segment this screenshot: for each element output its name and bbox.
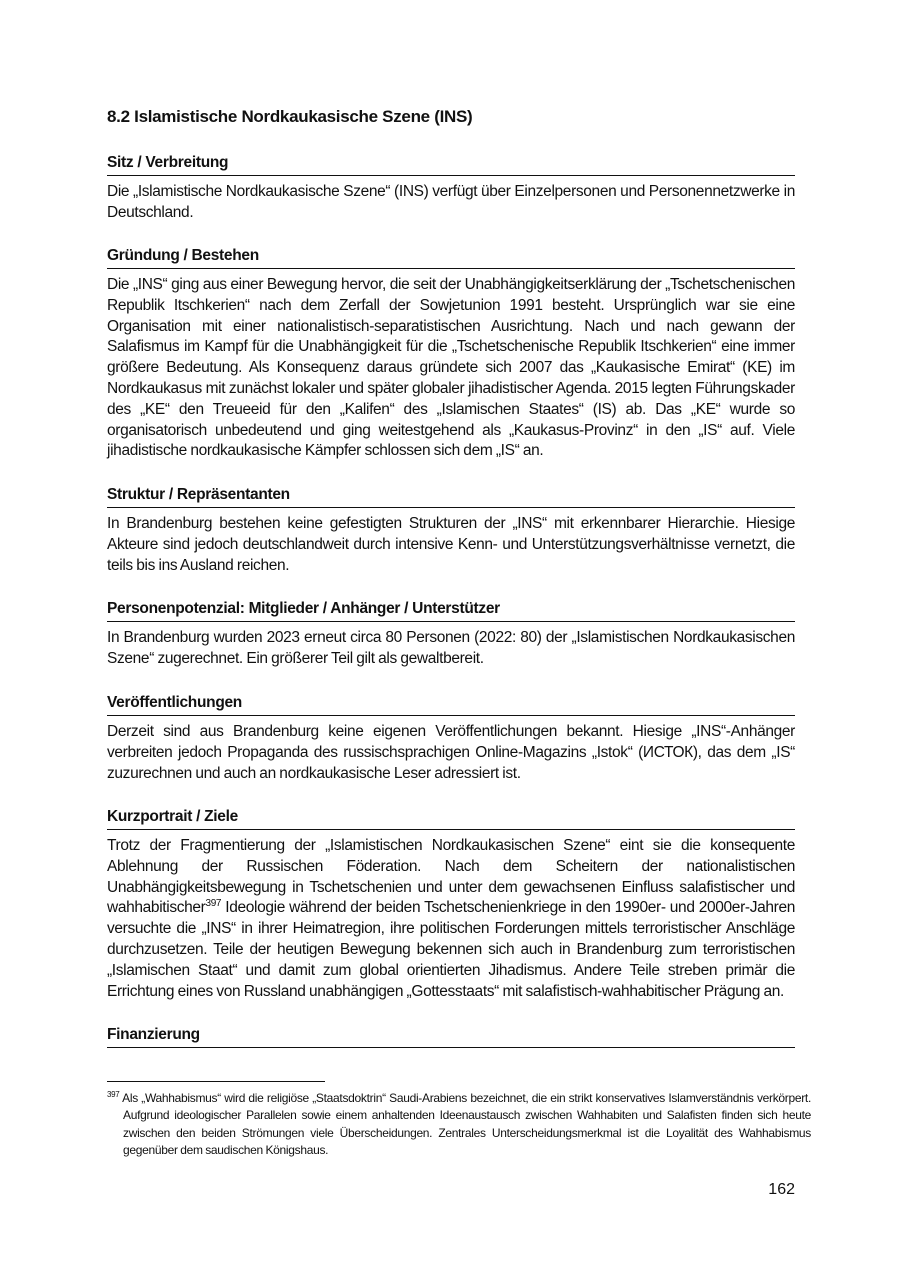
paragraph-text-after-ref: Ideologie während der beiden Tschetschenienkriege in den 1990er- und 2000er-Jahren versuchte die „INS“ in ihrer Heimatregion, ihre politischen Forderungen mittels terroristischer Anschläge durchzusetzen. Teile der heutigen Bewegung bekennen sich auch in Brandenburg zum terroristischen „Islamischen Staat“ und damit zum global orientierten Jihadismus. Andere Teile streben primär die Errichtung eines von Russland unabhängigen „Gottesstaats“ mit salafistisch-wahhabitischer Prägung an. [107,899,795,1000]
section-paragraph: In Brandenburg wurden 2023 erneut circa 80 Personen (2022: 80) der „Islamistischen Nordkaukasischen Szene“ zugerechnet. Ein größerer Teil gilt als gewaltbereit. [107,629,795,667]
section-sitz-verbreitung [107,153,795,224]
section-paragraph: Derzeit sind aus Brandenburg keine eigenen Veröffentlichungen bekannt. Hiesige „INS“-Anhänger verbreiten jedoch Propaganda des russischsprachigen Online-Magazins „Istok“ (ИСТОК), das dem „IS“ zuzurechnen und auch an nordkaukasische Leser adressiert ist. [107,723,795,782]
section-paragraph: Die „Islamistische Nordkaukasische Szene“ (INS) verfügt über Einzelpersonen und Personennetzwerke in Deutschland. [107,183,795,221]
paragraph-text-before-ref: Trotz der Fragmentierung der „Islamistischen Nordkaukasischen Szene“ eint sie die konsequente Ablehnung der Russischen Föderation. Nach dem Scheitern der nationalistischen Unabhängigkeitsbewegung in Tschetschenien und unter dem gewachsenen Einfluss salafistischer und wahhabitischer [107,837,795,917]
section-heading: Sitz / Verbreitung [107,153,795,176]
section-finanzierung [107,1025,795,1048]
page-number: 162 [768,1181,795,1198]
section-paragraph: In Brandenburg bestehen keine gefestigten Strukturen der „INS“ mit erkennbarer Hierarchie. Hiesige Akteure sind jedoch deutschlandweit durch intensive Kenn- und Unterstützungsverhältnisse vernetzt, die teils bis ins Ausland reichen. [107,515,795,574]
section-heading: Personenpotenzial: Mitglieder / Anhänger / Unterstützer [107,599,795,622]
footnote-divider [107,1081,325,1082]
section-gruendung-bestehen [107,246,795,462]
footnote-text: Als „Wahhabismus“ wird die religiöse „Staatsdoktrin“ Saudi-Arabiens bezeichnet, die ein strikt konservatives Islamverständnis verkörpert. Aufgrund ideologischer Parallelen sowie einem anhaltenden Ideenaustausch zwischen Wahhabiten und Salafisten finden sich heute zwischen den beiden Strömungen viele Überscheidungen. Zentrales Unterscheidungsmerkmal ist die Loyalität des Wahhabismus gegenüber dem saudischen Königshaus. [119,1091,811,1157]
section-veroeffentlichungen [107,693,795,784]
section-heading: Gründung / Bestehen [107,246,795,269]
section-personenpotenzial [107,599,795,670]
section-struktur-repraesentanten [107,485,795,576]
footnote-number: 397 [107,1090,120,1099]
section-heading: Finanzierung [107,1025,795,1048]
section-heading: Veröffentlichungen [107,693,795,716]
section-kurzportrait-ziele [107,807,795,1002]
page-title: 8.2 Islamistische Nordkaukasische Szene (INS) [107,107,473,126]
footnote-reference: 397 [205,898,222,910]
section-paragraph: Die „INS“ ging aus einer Bewegung hervor, die seit der Unabhängigkeitserklärung der „Tschetschenischen Republik Itschkerien“ nach dem Zerfall der Sowjetunion 1991 besteht. Ursprünglich war sie eine Organisation mit einer nationalistisch-separatistischen Ausrichtung. Nach und nach gewann der Salafismus im Kampf für die Unabhängigkeit für die „Tschetschenische Republik Itschkerien“ eine immer größere Bedeutung. Als Konsequenz daraus gründete sich 2007 das „Kaukasische Emirat“ (KE) im Nordkaukasus mit zunächst lokaler und später globaler jihadistischer Agenda. 2015 legten Führungskader des „KE“ den Treueeid für den „Kalifen“ des „Islamischen Staates“ (IS) ab. Das „KE“ wurde so organisatorisch unbedeutend und ging weitestgehend als „Kaukasus-Provinz“ in den „IS“ auf. Viele jihadistische nordkaukasische Kämpfer schlossen sich dem „IS“ an. [107,276,795,460]
footnote [107,1090,811,1159]
section-paragraph [107,836,795,1002]
section-heading: Struktur / Repräsentanten [107,485,795,508]
section-heading: Kurzportrait / Ziele [107,807,795,830]
